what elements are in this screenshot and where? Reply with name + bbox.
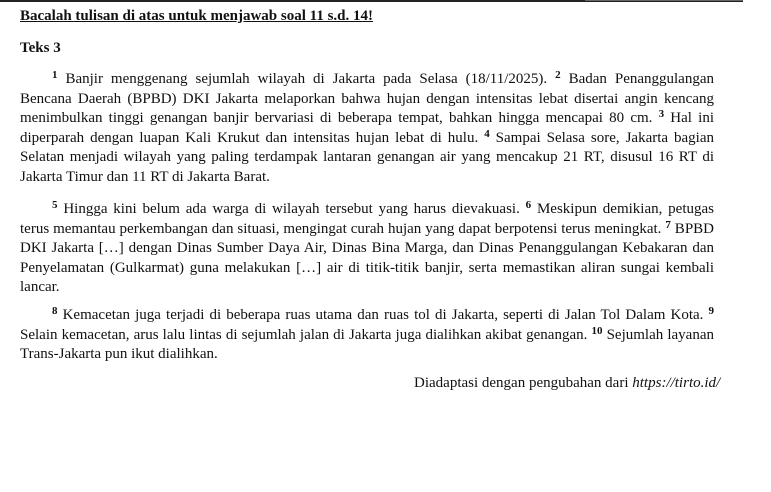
sentence-number: 4: [484, 127, 490, 140]
sentence-text: Hingga kini belum ada warga di wilayah tersebut yang harus dievakuasi.: [57, 201, 526, 217]
source-attribution: [414, 375, 720, 392]
sentence-text: BPBD DKI Jakarta […] dengan Dinas Sumber Daya Air, Dinas Bina Marga, dan Dinas Penanggulangan Kebakaran dan Penyelamatan (Gulkarmat) guna melakukan […] air di titik-titik banjir, serta memastikan aliran sungai kembali lancar.: [20, 220, 714, 296]
top-rule-thin: [585, 0, 743, 1]
source-prefix: Diadaptasi dengan pengubahan dari: [414, 375, 633, 391]
sentence-number: 8: [52, 305, 58, 317]
sentence-number: 3: [658, 108, 665, 121]
sentence-text: Sejumlah layanan Trans-Jakarta pun ikut dialihkan.: [20, 326, 714, 363]
sentence-text: Badan Penanggulangan Bencana Daerah (BPBD) DKI Jakarta melaporkan bahwa hujan dengan intensitas lebat disertai angin kencang menimbulkan tinggi genangan banjir bervariasi di beberapa tempat, bahkan hingga mencapai 80 cm.: [20, 71, 714, 127]
sentence-text: Banjir menggenang sejumlah wilayah di Jakarta pada Selasa (18/11/2025).: [57, 71, 556, 87]
sentence-number: 1: [52, 69, 58, 81]
sentence-text: Sampai Selasa sore, Jakarta bagian Selatan menjadi wilayah yang paling terdampak lantaran genangan air yang mencakup 21 RT, disusul 16 RT di Jakarta Timur dan 11 RT di Jakarta Barat.: [20, 129, 714, 185]
text-heading: Teks 3: [20, 40, 61, 56]
sentence-text: Kemacetan juga terjadi di beberapa ruas utama dan ruas tol di Jakarta, seperti di Jalan Tol Dalam Kota.: [57, 307, 709, 323]
paragraph-2: [20, 200, 714, 298]
sentence-number: 7: [665, 218, 671, 231]
paragraph-1: [20, 70, 714, 188]
instruction-text: Bacalah tulisan di atas untuk menjawab soal 11 s.d. 14!: [20, 8, 373, 24]
sentence-number: 10: [591, 324, 603, 337]
sentence-number: 9: [708, 305, 714, 317]
paragraph-3: [20, 306, 714, 365]
sentence-text: Selain kemacetan, arus lalu lintas di sejumlah jalan di Jakarta juga dialihkan akibat genangan.: [20, 326, 592, 343]
sentence-number: 2: [555, 69, 561, 81]
sentence-number: 5: [52, 199, 58, 211]
sentence-text: Hal ini diperparah dengan luapan Kali Krukut dan intensitas hujan lebat di hulu.: [20, 110, 714, 146]
sentence-number: 6: [525, 199, 532, 211]
sentence-text: Meskipun demikian, petugas terus memantau perkembangan dan situasi, mengingat curah hujan yang dapat berpotensi terus meningkat.: [20, 201, 714, 237]
source-url: https://tirto.id/: [632, 375, 721, 391]
